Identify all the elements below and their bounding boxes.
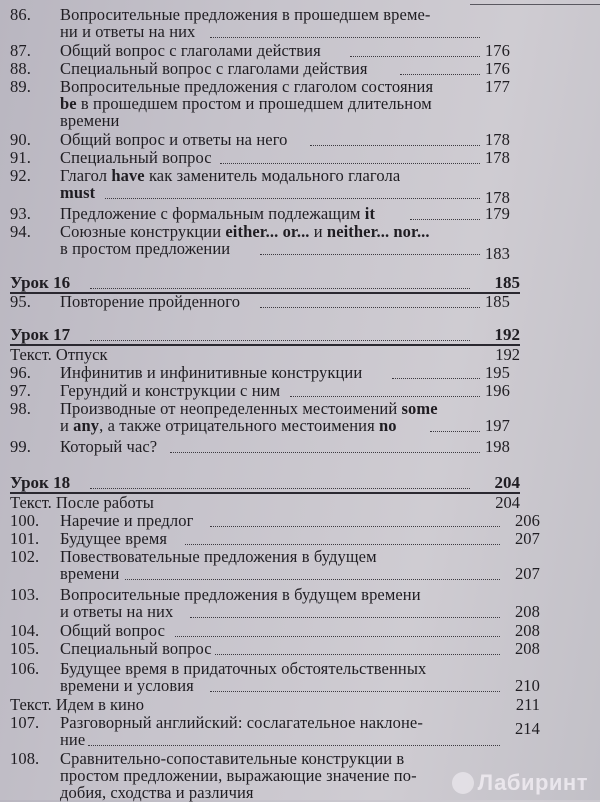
page-number: 185 <box>484 292 510 311</box>
labirint-logo-icon <box>452 772 474 794</box>
entry-number: 95. <box>10 292 31 311</box>
page-number: 178 <box>484 188 510 207</box>
leader-dots <box>90 326 470 341</box>
entry-number: 97. <box>10 381 31 400</box>
lesson-heading-18 <box>10 474 520 492</box>
page-number: 198 <box>484 437 510 456</box>
entry-text-line: Инфинитив и инфинитивные конструкции <box>60 363 363 382</box>
entry-number: 102. <box>10 547 40 566</box>
entry-number: 94. <box>10 222 31 241</box>
entry-number: 86. <box>10 5 31 24</box>
entry-text-line: Специальный вопрос <box>60 148 212 167</box>
entry-text-line: ни и ответы на них <box>60 22 196 41</box>
watermark-text: Лабиринт <box>477 770 588 795</box>
page-number: 204 <box>494 473 520 492</box>
entry-number: 98. <box>10 399 31 418</box>
entry-text-line: времени <box>60 111 120 130</box>
leader-dots <box>90 274 470 289</box>
entry-text: Текст. После работы <box>10 493 154 512</box>
entry-text-line: Повествовательные предложения в будущем <box>60 547 377 566</box>
page-number: 214 <box>514 719 540 738</box>
entry-number: 90. <box>10 130 31 149</box>
entry-number: 89. <box>10 77 31 96</box>
leader-dots <box>210 23 480 38</box>
leader-dots <box>350 42 480 57</box>
entry-text-line: простом предложении, выражающие значение по- <box>60 766 417 785</box>
page-number: 208 <box>514 621 540 640</box>
leader-dots <box>260 240 480 255</box>
page-number: 195 <box>484 363 510 382</box>
page-number: 178 <box>484 148 510 167</box>
leader-dots <box>260 293 480 308</box>
lesson-title: Урок 17 <box>10 325 71 344</box>
leader-dots <box>105 184 480 199</box>
leader-dots <box>392 364 480 379</box>
entry-text-line: и ответы на них <box>60 602 174 621</box>
entry-text-line: в простом предложении <box>60 239 231 258</box>
entry-number: 107. <box>10 713 40 732</box>
leader-dots <box>90 474 470 489</box>
entry-number: 100. <box>10 511 40 530</box>
entry-number: 91. <box>10 148 31 167</box>
entry-text-line-have: Глагол have как заменитель модального глагола <box>60 166 401 185</box>
entry-text-line: времени <box>60 564 120 583</box>
page-number: 183 <box>484 244 510 263</box>
page-number: 178 <box>484 130 510 149</box>
leader-dots <box>215 640 500 655</box>
page-number: 210 <box>514 676 540 695</box>
entry-number: 87. <box>10 41 31 60</box>
entry-text-line: Специальный вопрос <box>60 639 212 658</box>
entry-number: 103. <box>10 585 40 604</box>
entry-text-line: времени и условия <box>60 676 194 695</box>
page-number: 185 <box>494 273 520 292</box>
entry-number: 105. <box>10 639 40 658</box>
entry-number: 92. <box>10 166 31 185</box>
entry-number: 93. <box>10 204 31 223</box>
entry-text-line: Вопросительные предложения в прошедшем време- <box>60 5 431 24</box>
entry-text-line: Вопросительные предложения с глаголом состояния <box>60 77 434 96</box>
leader-dots <box>190 603 500 618</box>
page-number: 207 <box>514 529 540 548</box>
page-number: 196 <box>484 381 510 400</box>
leader-dots <box>220 149 480 164</box>
entry-text-line: Производные от неопределенных местоимений some <box>60 399 438 418</box>
entry-text-line: Разговорный английский: сослагательное наклоне- <box>60 713 423 732</box>
leader-dots <box>175 622 500 637</box>
lesson-title: Урок 18 <box>10 473 71 492</box>
lesson-heading-16 <box>10 274 520 292</box>
entry-number: 96. <box>10 363 31 382</box>
page-number: 211 <box>515 695 540 714</box>
top-rule <box>470 0 600 5</box>
leader-dots <box>88 731 500 746</box>
entry-number: 88. <box>10 59 31 78</box>
leader-dots <box>170 438 480 453</box>
page-number: 176 <box>484 59 510 78</box>
entry-text-line: Наречие и предлог <box>60 511 194 530</box>
page-number: 204 <box>495 493 520 512</box>
leader-dots <box>410 205 480 220</box>
page-number: 207 <box>514 564 540 583</box>
entry-text-line: Сравнительно-сопоставительные конструкции в <box>60 749 405 768</box>
entry-number: 104. <box>10 621 40 640</box>
text-entry-after-work <box>10 494 520 511</box>
entry-text-line: ние <box>60 730 86 749</box>
leader-dots <box>310 131 480 146</box>
entry-text-line: Специальный вопрос с глаголами действия <box>60 59 368 78</box>
page-number: 179 <box>484 204 510 223</box>
entry-text-line: Общий вопрос с глаголами действия <box>60 41 321 60</box>
entry-text-line-must: must <box>60 183 96 202</box>
entry-text-line: Общий вопрос <box>60 621 165 640</box>
lesson-title: Урок 16 <box>10 273 71 292</box>
leader-dots <box>210 677 500 692</box>
entry-text-line: Герундий и конструкции с ним <box>60 381 281 400</box>
page-number: 206 <box>514 511 540 530</box>
page-number: 177 <box>484 77 510 96</box>
entry-number: 108. <box>10 749 40 768</box>
leader-dots <box>185 530 500 545</box>
entry-text-line: Будущее время в придаточных обстоятельственных <box>60 659 427 678</box>
text-entry-vacation <box>10 346 520 363</box>
leader-dots <box>400 60 480 75</box>
leader-dots <box>125 565 500 580</box>
entry-text-line: Вопросительные предложения в будущем времени <box>60 585 421 604</box>
entry-text-line-be: be в прошедшем простом и прошедшем длительном <box>60 94 432 113</box>
entry-text-line: Предложение с формальным подлежащим it <box>60 204 376 223</box>
entry-text-line: добия, сходства и различия <box>60 783 254 802</box>
entry-number: 99. <box>10 437 31 456</box>
page-number: 192 <box>494 325 520 344</box>
entry-text-line: Общий вопрос и ответы на него <box>60 130 288 149</box>
leader-dots <box>210 512 500 527</box>
page-number: 192 <box>495 345 520 364</box>
entry-text-line: и any, а также отрицательного местоимения no <box>60 416 397 435</box>
page-number: 197 <box>484 416 510 435</box>
entry-text: Текст. Отпуск <box>10 345 108 364</box>
entry-text-line: Будущее время <box>60 529 168 548</box>
page-number: 208 <box>514 639 540 658</box>
entry-number: 101. <box>10 529 40 548</box>
entry-text-line: Который час? <box>60 437 158 456</box>
entry-number: 106. <box>10 659 40 678</box>
page-number: 176 <box>484 41 510 60</box>
page-number: 208 <box>514 602 540 621</box>
entry-text-line: Повторение пройденного <box>60 292 241 311</box>
text-entry-cinema <box>10 696 540 713</box>
entry-text: Текст. Идем в кино <box>10 695 144 714</box>
leader-dots <box>290 382 480 397</box>
lesson-heading-17 <box>10 326 520 344</box>
entry-text-line: Союзные конструкции either... or... и neither... nor... <box>60 222 430 241</box>
labirint-watermark <box>452 770 588 796</box>
leader-dots <box>430 417 480 432</box>
